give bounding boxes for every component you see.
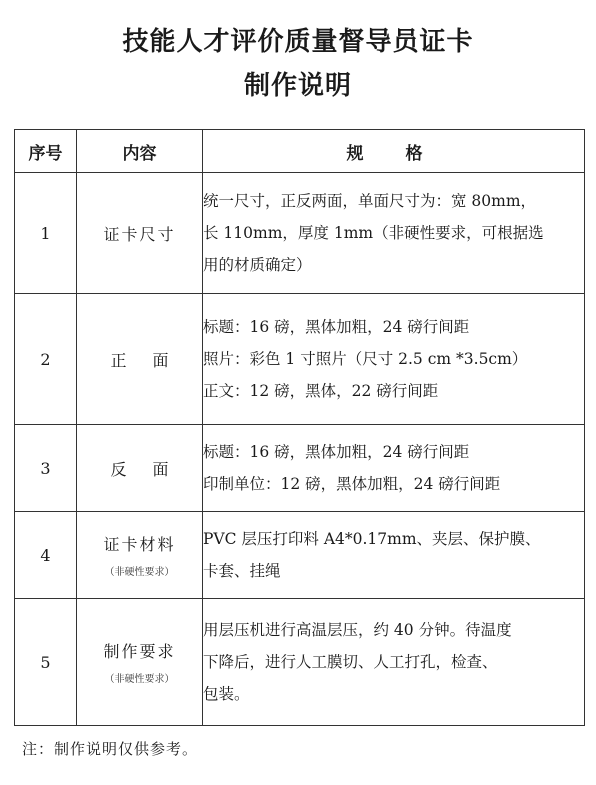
document-title: 技能人才评价质量督导员证卡 [122, 27, 474, 57]
row-number: 3 [15, 425, 77, 512]
header-number: 序号 [15, 130, 77, 173]
row-content [77, 173, 203, 294]
spec-line: 长 110mm，厚度 1mm（非硬性要求，可根据选 [203, 224, 544, 242]
table-row [15, 173, 585, 294]
row-number: 5 [15, 599, 77, 726]
row-content-label: 反面 [110, 459, 195, 479]
row-content-label: 制作要求 [103, 642, 176, 661]
table-row [15, 425, 585, 512]
spec-line: 统一尺寸，正反两面，单面尺寸为：宽 80mm， [203, 192, 537, 210]
spec-line: 标题：16 磅，黑体加粗，24 磅行间距 [203, 443, 470, 461]
row-content [77, 425, 203, 512]
row-content [77, 294, 203, 425]
spec-line: 包装。 [203, 685, 250, 703]
row-spec [203, 425, 585, 512]
table-header-row [15, 130, 585, 173]
document-subtitle: 制作说明 [243, 71, 352, 101]
row-content [77, 512, 203, 599]
row-spec [203, 294, 585, 425]
spec-line: 卡套、挂绳 [203, 562, 281, 580]
row-content-label: 证卡材料 [103, 535, 176, 554]
row-content-label: 证卡尺寸 [103, 224, 176, 244]
table-row [15, 512, 585, 599]
spec-line: 标题：16 磅，黑体加粗，24 磅行间距 [203, 318, 470, 336]
spec-table [14, 129, 585, 726]
spec-line: 印制单位：12 磅，黑体加粗，24 磅行间距 [203, 475, 501, 493]
footnote: 注：制作说明仅供参考。 [22, 740, 199, 758]
spec-line: 下降后，进行人工膜切、人工打孔，检查、 [203, 653, 498, 671]
spec-line: 用的材质确定） [203, 256, 312, 274]
row-number: 2 [15, 294, 77, 425]
row-content-note: （非硬性要求） [104, 674, 175, 685]
row-spec [203, 599, 585, 726]
row-content-note: （非硬性要求） [104, 567, 175, 578]
row-spec [203, 173, 585, 294]
spec-line: 用层压机进行高温层压，约 40 分钟。待温度 [203, 621, 512, 639]
table-row [15, 599, 585, 726]
row-spec [203, 512, 585, 599]
row-content-label: 正面 [110, 350, 195, 370]
row-number: 1 [15, 173, 77, 294]
table-row [15, 294, 585, 425]
row-content [77, 599, 203, 726]
spec-line: 照片：彩色 1 寸照片（尺寸 2.5 cm *3.5cm） [203, 350, 528, 368]
header-spec: 规 格 [203, 130, 585, 173]
header-content: 内容 [77, 130, 203, 173]
spec-line: PVC 层压打印料 A4*0.17mm、夹层、保护膜、 [203, 530, 541, 548]
row-number: 4 [15, 512, 77, 599]
spec-line: 正文：12 磅，黑体，22 磅行间距 [203, 382, 439, 400]
